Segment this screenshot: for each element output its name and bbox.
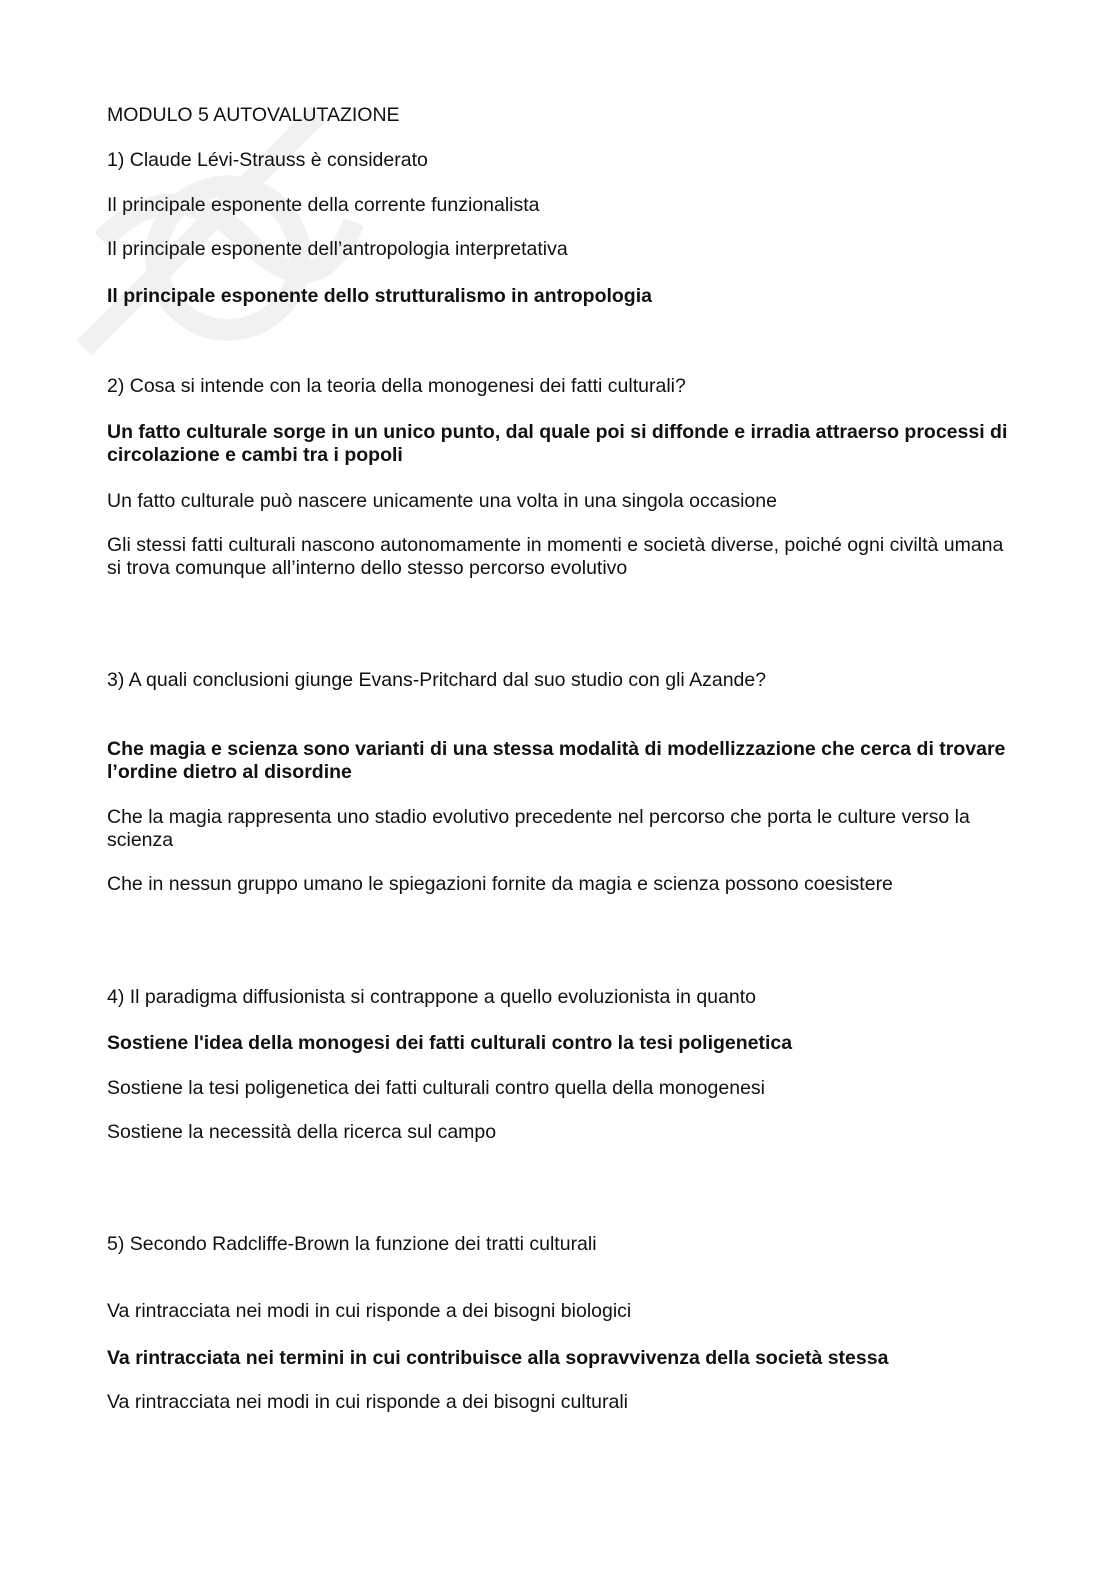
question-3-option-3: Che in nessun gruppo umano le spiegazioni fornite da magia e scienza possono coesistere	[107, 873, 893, 895]
question-5-option-3: Va rintracciata nei modi in cui risponde a dei bisogni culturali	[107, 1391, 628, 1413]
question-4: 4) Il paradigma diffusionista si contrappone a quello evoluzionista in quanto	[107, 986, 756, 1008]
document-title: MODULO 5 AUTOVALUTAZIONE	[107, 104, 400, 126]
question-3-option-2: Che la magia rappresenta uno stadio evolutivo precedente nel percorso che porta le culture verso la scienza	[107, 806, 970, 851]
question-5-option-2-correct: Va rintracciata nei termini in cui contribuisce alla sopravvivenza della società stessa	[107, 1347, 889, 1369]
question-4-option-2: Sostiene la tesi poligenetica dei fatti culturali contro quella della monogenesi	[107, 1077, 765, 1099]
question-1-option-2: Il principale esponente dell’antropologia interpretativa	[107, 238, 568, 260]
question-2-option-3: Gli stessi fatti culturali nascono autonomamente in momenti e società diverse, poiché ogni civiltà umana si trova comunque all’interno dello stesso percorso evolutivo	[107, 534, 1004, 579]
question-3-option-1-correct: Che magia e scienza sono varianti di una stessa modalità di modellizzazione che cerca di trovare l’ordine dietro al disordine	[107, 738, 1006, 783]
question-5: 5) Secondo Radcliffe-Brown la funzione dei tratti culturali	[107, 1233, 597, 1255]
question-1: 1) Claude Lévi-Strauss è considerato	[107, 149, 428, 171]
question-2: 2) Cosa si intende con la teoria della monogenesi dei fatti culturali?	[107, 375, 686, 397]
question-4-option-1-correct: Sostiene l'idea della monogesi dei fatti culturali contro la tesi poligenetica	[107, 1032, 793, 1054]
question-2-option-2: Un fatto culturale può nascere unicamente una volta in una singola occasione	[107, 490, 777, 512]
question-5-option-1: Va rintracciata nei modi in cui risponde a dei bisogni biologici	[107, 1300, 632, 1322]
question-1-option-1: Il principale esponente della corrente funzionalista	[107, 194, 540, 216]
question-4-option-3: Sostiene la necessità della ricerca sul campo	[107, 1121, 497, 1143]
question-1-option-3-correct: Il principale esponente dello strutturalismo in antropologia	[107, 285, 652, 307]
question-3: 3) A quali conclusioni giunge Evans-Pritchard dal suo studio con gli Azande?	[107, 669, 767, 691]
question-2-option-1-correct: Un fatto culturale sorge in un unico punto, dal quale poi si diffonde e irradia attraerso processi di circolazione e cambi tra i popoli	[107, 421, 1008, 466]
